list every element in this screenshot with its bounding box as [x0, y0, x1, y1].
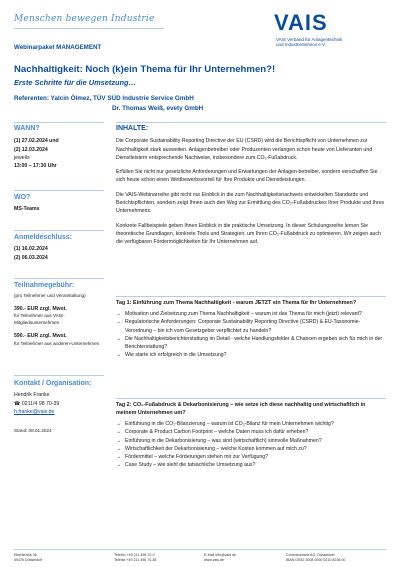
arrow-icon: →	[116, 462, 122, 469]
list-item-text: Motivation und Zielsetzung zum Thema Nachhaltigkeit – warum ist das Thema für mich (jetzt) relevant?	[125, 311, 362, 317]
footer-bank	[286, 553, 345, 562]
logo-subtitle-2: und IndustrieService e.V.	[276, 42, 326, 47]
footer-line: 40476 Düsseldorf	[14, 557, 43, 562]
left-rule	[14, 278, 104, 279]
list-item	[116, 318, 386, 335]
day2-title: Tag 2: CO₂-Fußabdruck & Dekarbonisierung – wie setze ich diese nachhaltig und wirtschaftlich in meinem Unternehmen um?	[116, 402, 366, 416]
wann-section	[14, 125, 104, 170]
arrow-icon: →	[116, 437, 122, 444]
wo-value: MS-Teams	[14, 206, 40, 213]
list-item-text: Corporate & Product Carbon Footprint – welche Daten muss ich dafür erheben?	[125, 429, 309, 436]
wo-heading: WO?	[14, 194, 31, 201]
kontakt-email-link[interactable]: h.franke@vais.de	[14, 408, 55, 415]
day1-rule	[116, 296, 386, 297]
left-rule	[14, 190, 104, 191]
price-members-note: für Teilnehmer aus VAIS-Mitgliedsunternehmen	[14, 313, 65, 325]
wo-section	[14, 194, 104, 214]
price-others: 590.- EUR zzgl. Mwst.	[14, 333, 67, 340]
list-item-text: Einführung in die CO₂-Bilanzierung – warum ist CO₂-Bilanz für mein Unternehmen wichtig?	[125, 421, 334, 427]
tagline-rule	[14, 28, 164, 29]
day2-section	[116, 401, 386, 470]
kontakt-name: Hendrik Franke	[14, 392, 50, 399]
day2-rule	[116, 398, 386, 399]
left-rule	[14, 375, 104, 376]
list-item-text: Case Study – wie sieht die tatsächliche Umsetzung aus?	[125, 462, 256, 469]
list-item	[116, 437, 386, 445]
arrow-icon: →	[116, 319, 122, 326]
footer-line: Telefax +49 211 498 70-36	[114, 557, 157, 562]
logo-subtitle-1: VAIS Verband für Anlagentechnik	[276, 37, 343, 42]
footer-address	[14, 553, 42, 562]
left-rule	[14, 230, 104, 231]
referents-line-2: Dr. Thomas Weiß, evety GmbH	[112, 105, 204, 112]
arrow-icon: →	[116, 311, 122, 317]
stand-date: Stand: 08.01.2024	[14, 428, 52, 434]
footer-line: www.vais.de	[204, 557, 224, 562]
gebuehr-heading: Teilnahmegebühr:	[14, 282, 75, 289]
left-rule-top	[14, 122, 104, 123]
wann-line: jeweils	[14, 154, 30, 161]
footer-line: Telefon +49 211 498 70-0	[114, 553, 155, 557]
wann-line: (2) 12.03.2024	[14, 146, 48, 153]
list-item-text: Wirtschaftlichkeit der Dekarbonisierung – welche Kosten kommen auf mich zu?	[125, 445, 307, 452]
gebuehr-note: (pro Teilnehmer und Veranstaltung)	[14, 293, 86, 299]
list-item-text: Fördermittel – welche Förderungen stehen mir zur Verfügung?	[125, 454, 269, 461]
tagline: Menschen bewegen Industrie	[14, 14, 155, 24]
list-item	[116, 310, 386, 318]
kontakt-heading: Kontakt / Organisation:	[14, 380, 92, 387]
price-others-note: für Teilnehmer aus anderen-Unternehmen	[14, 340, 100, 346]
list-item	[116, 335, 386, 352]
footer-line: Eberstraße 36	[14, 553, 37, 557]
list-item	[116, 453, 386, 461]
list-item	[116, 420, 386, 428]
intro-paragraph-4: Konkrete Fallbeispiele geben Ihnen Einblick in die praktische Umsetzung. In dieser Schulungsreihe lernen Sie theoretische Grundlagen, konkrete Tools und Strategien, um Ihren CO₂-Fußabdruck zu optimieren. Wir zeigen auch die verfügbaren Fördermöglichkeiten für Ihr Unternehmen auf.	[116, 222, 381, 246]
footer-phone	[114, 553, 156, 562]
list-item	[116, 445, 386, 453]
list-item	[116, 461, 386, 469]
wann-line: (1) 27.02.2024 und	[14, 138, 59, 145]
intro-paragraph-1: Die Corporate Sustainability Reporting Directive der EU (CSRD) wird die Berichtspflicht von Unternehmen zur Nachhaltigkeit stark ausweiten. Anlagenbetreiber oder Produzenten verlangen schon heute von Lieferanten und Dienstleistern entsprechende Nachweise, insbesondere zum CO₂-Fußabdruck.	[116, 138, 373, 161]
arrow-icon: →	[116, 352, 122, 359]
inhalte-heading: INHALTE:	[116, 125, 149, 132]
list-item-text: Die Nachhaltigkeitsberichterstattung im Detail - welche Handlungsfelder & Chancen ergeben sich für mich in der Berichterstattung?	[125, 335, 383, 351]
intro-paragraph-3: Die VAIS-Webinarreihe gibt nicht nur Einblick in die zum Nachhaltigkeitsnachweis entwickelten Standards und Berichtspflichten, sondern zeigt Ihnen auch den Weg zur Ermittlung des CO₂-Fußabdruckes Ihrer Produkte und Ihres Unternehmens.	[116, 191, 385, 215]
footer-line: E-Mail info@vais.de	[204, 553, 237, 557]
gebuehr-section	[14, 282, 104, 347]
list-item-text: Regulatorische Anforderungen: Corporate Sustainability Reporting Directive (CSRD) & EU-Taxonomie-Verordnung – bin ich vom Gesetzgeber verpflichtet zu handeln?	[125, 319, 361, 334]
kontakt-phone: ☎ 0211/4 98 70-39	[14, 400, 60, 407]
day1-section	[116, 299, 386, 360]
footer-line: Commerzbank AG, Düsseldorf	[286, 553, 335, 557]
arrow-icon: →	[116, 421, 122, 427]
kontakt-section	[14, 380, 104, 435]
webinar-package-label: Webinarpaket MANAGEMENT	[14, 44, 102, 51]
inhalte-section	[116, 125, 386, 247]
right-rule-top	[116, 122, 386, 123]
arrow-icon: →	[116, 445, 122, 452]
arrow-icon: →	[116, 335, 122, 342]
footer-line: IBAN DE82 3008 0000 0210 8236 00	[286, 557, 346, 562]
wann-line: 13:00 – 17:30 Uhr	[14, 163, 57, 170]
footer-web	[204, 553, 236, 562]
anmeldeschluss-date: (1) 16.02.2024	[14, 246, 48, 253]
wann-heading: WANN?	[14, 125, 40, 132]
list-item-text: Wie starte ich erfolgreich in die Umsetzung?	[125, 352, 227, 359]
anmeldeschluss-date: (2) 06.03.2024	[14, 254, 48, 261]
arrow-icon: →	[116, 429, 122, 436]
list-item	[116, 351, 386, 359]
intro-paragraph-2: Erfüllen Sie nicht nur gesetzliche Anforderungen und Erwartungen der Anlagen-betreiber, sondern verschaffen Sie sich heute schon einen Wettbewerbsvorteil für Ihre Produkte und Dienstleistungen.	[116, 169, 378, 184]
vais-logo	[266, 10, 386, 50]
list-item-text: Einführung in die Dekarbonisierung – was sind (wirtschaftlich) sinnvolle Maßnahmen?	[125, 437, 322, 444]
list-item	[116, 428, 386, 436]
day1-title: Tag 1: Einführung zum Thema Nachhaltigkeit - warum JETZT ein Thema für Ihr Unternehmen?	[116, 300, 357, 306]
referents-line-1: Referenten: Yalcin Ölmez, TÜV SÜD Industrie Service GmbH	[14, 95, 194, 102]
logo-wordmark: VAIS	[274, 10, 328, 35]
price-members: 390.- EUR zzgl. Mwst.	[14, 305, 67, 312]
anmeldeschluss-section	[14, 234, 104, 262]
document-subtitle: Erste Schritte für die Umsetzung…	[14, 78, 136, 87]
footer	[14, 549, 386, 564]
document-title: Nachhaltigkeit: Noch (k)ein Thema für Ihr Unternehmen?!	[14, 64, 276, 75]
anmeldeschluss-heading: Anmeldeschluss:	[14, 234, 72, 241]
arrow-icon: →	[116, 454, 122, 461]
